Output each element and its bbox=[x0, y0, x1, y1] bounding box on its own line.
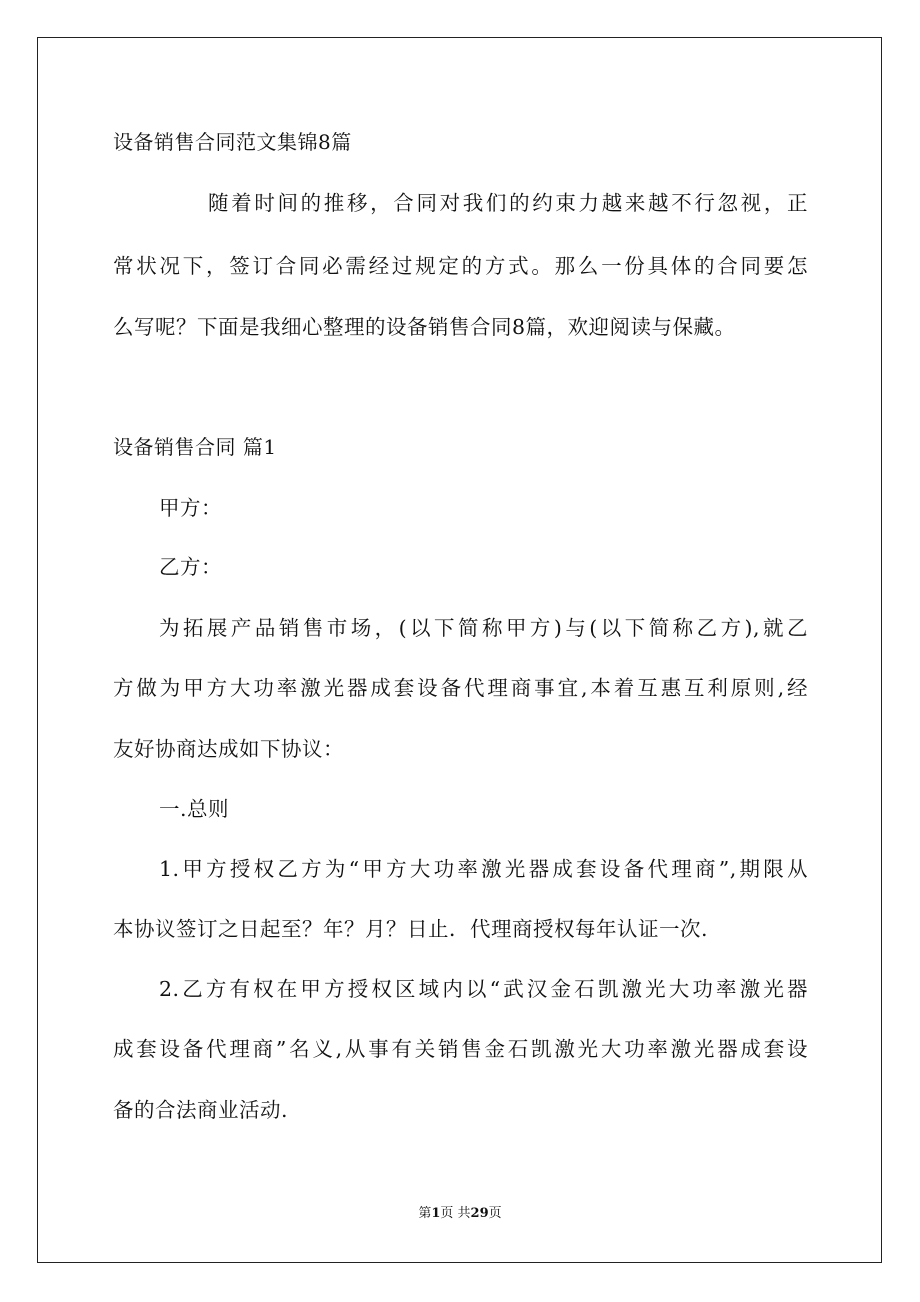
page-footer bbox=[0, 1205, 920, 1223]
footer-mid: 页 共 bbox=[440, 1206, 471, 1221]
footer-current-page: 1 bbox=[431, 1206, 441, 1221]
intro-line-1: 随着时间的推移，合同对我们的约束力越来越不行忽视，正 bbox=[208, 191, 808, 215]
page-frame bbox=[37, 37, 882, 1263]
document-title: 设备销售合同范文集锦8篇 bbox=[113, 130, 352, 154]
purpose-line-1: 为拓展产品销售市场，(以下简称甲方)与(以下简称乙方),就乙 bbox=[159, 616, 808, 640]
clause1-line-1: 1.甲方授权乙方为“甲方大功率激光器成套设备代理商”,期限从 bbox=[159, 857, 808, 881]
general-heading: 一.总则 bbox=[159, 797, 230, 821]
footer-total-pages: 29 bbox=[470, 1206, 489, 1221]
intro-line-3: 么写呢？下面是我细心整理的设备销售合同8篇，欢迎阅读与保藏。 bbox=[113, 315, 736, 339]
party-a-label: 甲方： bbox=[159, 496, 222, 520]
party-b-label: 乙方： bbox=[159, 555, 222, 579]
intro-line-2: 常状况下，签订合同必需经过规定的方式。那么一份具体的合同要怎 bbox=[113, 254, 808, 278]
clause1-line-2: 本协议签订之日起至？年？月？日止．代理商授权每年认证一次. bbox=[113, 917, 709, 941]
clause2-line-2: 成套设备代理商”名义,从事有关销售金石凯激光大功率激光器成套设 bbox=[113, 1037, 808, 1061]
purpose-line-3: 友好协商达成如下协议： bbox=[113, 737, 344, 761]
clause2-line-1: 2.乙方有权在甲方授权区域内以“武汉金石凯激光大功率激光器 bbox=[159, 977, 808, 1001]
purpose-line-2: 方做为甲方大功率激光器成套设备代理商事宜,本着互惠互利原则,经 bbox=[113, 676, 808, 700]
clause2-line-3: 备的合法商业活动. bbox=[113, 1098, 289, 1122]
footer-prefix: 第 bbox=[418, 1206, 432, 1221]
section-heading: 设备销售合同 篇1 bbox=[113, 435, 277, 459]
footer-suffix: 页 bbox=[488, 1206, 502, 1221]
